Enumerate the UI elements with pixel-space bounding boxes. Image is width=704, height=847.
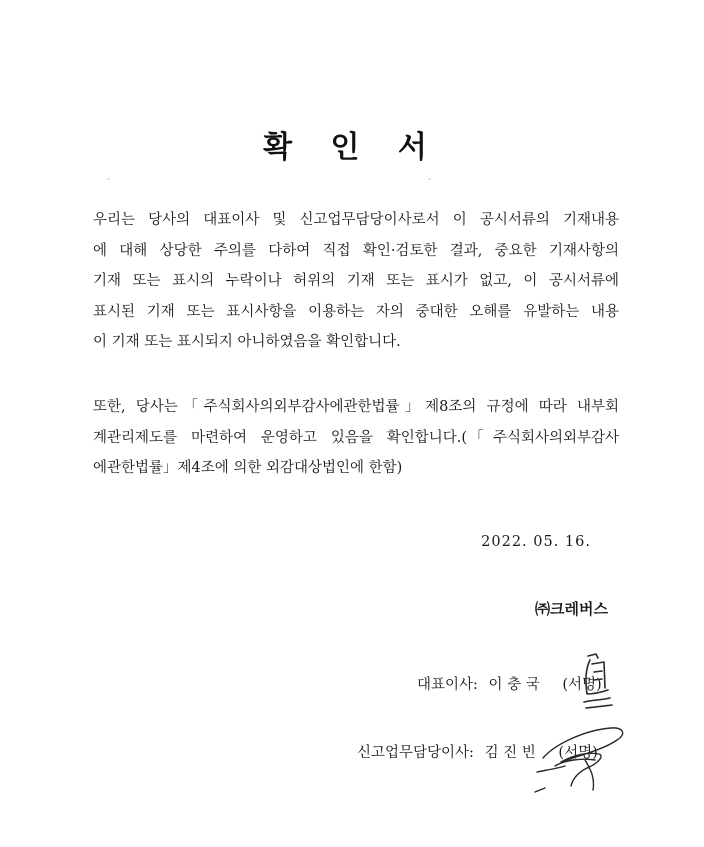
paragraph-line: 또한, 당사는「주식회사의외부감사에관한법률」제8조의 규정에 따라 내부회 xyxy=(93,399,619,415)
paragraph-line: 에관한법률」제4조에 의한 외감대상법인에 한함) xyxy=(93,460,403,476)
confirmation-paragraph xyxy=(93,205,619,358)
paragraph-line: 이 기재 또는 표시되지 아니하였음을 확인합니다. xyxy=(93,334,401,350)
cfo-name: 김 진 빈 xyxy=(484,745,536,761)
ceo-sign-label: (서명) xyxy=(562,677,602,693)
paragraph-line: 기재 또는 표시의 누락이나 허위의 기재 또는 표시가 없고, 이 공시서류에 xyxy=(93,273,619,289)
paragraph-line: 우리는 당사의 대표이사 및 신고업무담당이사로서 이 공시서류의 기재내용 xyxy=(93,212,619,228)
company-name: ㈜크레버스 xyxy=(535,600,608,618)
cfo-role-label: 신고업무담당이사: xyxy=(357,745,474,761)
ceo-role-label: 대표이사: xyxy=(417,677,478,693)
paragraph-line: 에 대해 상당한 주의를 다하여 직접 확인·검토한 결과, 중요한 기재사항의 xyxy=(93,242,619,259)
scan-speck xyxy=(428,178,431,180)
document-date: 2022. 05. 16. xyxy=(481,534,591,550)
paragraph-line: 계관리제도를 마련하여 운영하고 있음을 확인합니다.(「주식회사의외부감사 xyxy=(93,429,619,446)
ceo-name: 이 충 국 xyxy=(488,677,540,693)
document-title: 확 인 서 xyxy=(263,130,441,165)
paragraph-line: 표시된 기재 또는 표시사항을 이용하는 자의 중대한 오해를 유발하는 내용 xyxy=(93,303,619,320)
scan-speck xyxy=(107,178,110,180)
cfo-signature-line xyxy=(357,741,604,762)
internal-control-paragraph xyxy=(93,392,619,484)
ceo-signature-line xyxy=(417,673,608,694)
cfo-sign-label: (서명) xyxy=(558,745,598,761)
